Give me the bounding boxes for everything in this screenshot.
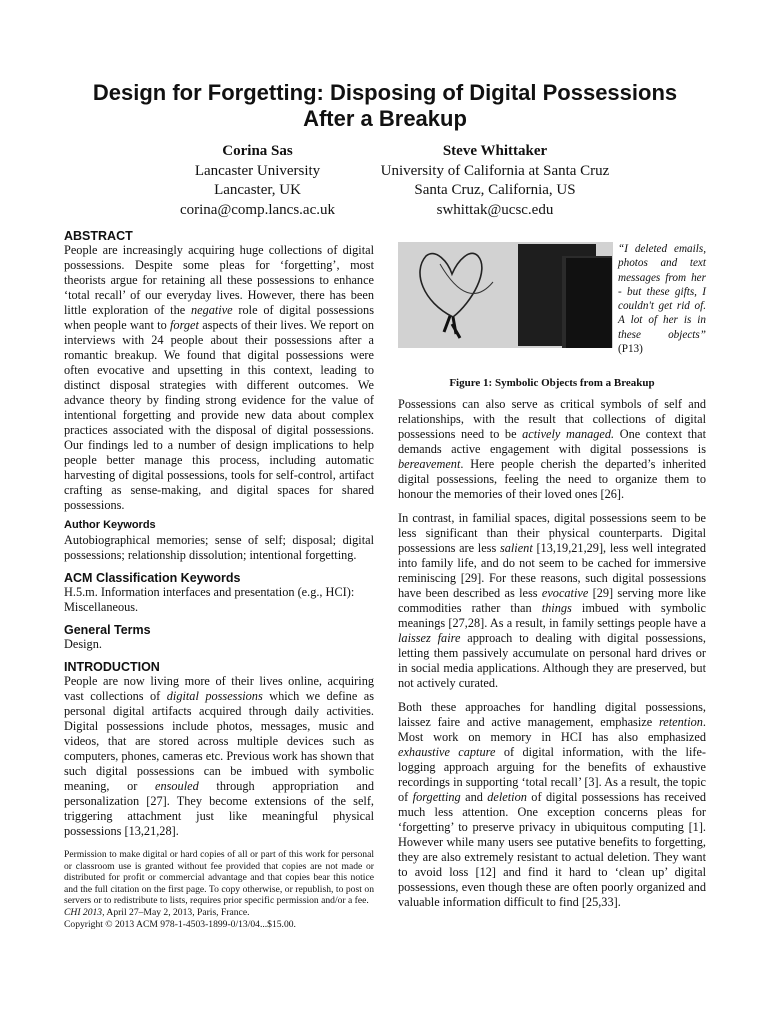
acm-heading: ACM Classification Keywords [64,571,241,585]
permission-notice: Permission to make digital or hard copies of all or part of this work for personal or classroom use is granted without fee provided that copies are not made or distributed for profit or commercial advantage and that copies bear this notice and the full citation on the first page. To copy otherwise, or republish, to post on servers or to redistribute to lists, requires prior specific permission and/or a fee. [64,849,374,907]
author-block-1 [155,142,360,220]
copyright-line: Copyright © 2013 ACM 978-1-4503-1899-0/13/04...$15.00. [64,918,296,930]
acm-text: H.5.m. Information interfaces and presentation (e.g., HCI): Miscellaneous. [64,585,355,614]
introduction-text: People are now living more of their lives online, acquiring vast collections of digital possessions which we define as personal digital artifacts acquired through daily activities. Digital possessions include photos, messages, music and videos, that are stored across multiple devices such as computers, phones, cameras etc. Previous work has shown that such digital possessions can be imbued with symbolic meaning, or ensouled through appropriation and personalization [27]. They become extensions of the self, triggering attachment just like meaningful physical possessions [13,21,28]. [64,674,375,838]
keywords-text: Autobiographical memories; sense of self; disposal; digital possessions; relationship dissolution; intentional forgetting. [64,533,374,562]
title-line-2: After a Breakup [303,106,467,131]
author-name: Steve Whittaker [442,143,548,159]
author-affiliation: Lancaster University [194,162,321,179]
figure-caption: Figure 1: Symbolic Objects from a Breakup [449,377,655,389]
right-column [398,229,706,910]
paragraph-possessions: Possessions can also serve as critical symbols of self and relationships, with the result that collections of digital possessions need to be actively managed. One context that demands active engagement with digital possessions is bereavement. Here people cherish the departed’s inherited digital possessions, feeling the need to organize them to honour the memories of their loved ones [26]. [398,397,707,501]
author-email: corina@comp.lancs.ac.uk [179,201,335,218]
photo-illustration [398,242,613,348]
abstract-text: People are increasingly acquiring huge collections of digital possessions. Despite some pleas for ‘forgetting’, most theorists argue for retaining all these possessions to enhance ‘total recall’ of our everyday lives. However, there has been little exploration of the negative role of digital possessions when people want to forget aspects of their lives. We report on interviews with 24 people about their possessions after a romantic breakup. We found that digital possessions were often evocative and upsetting in this context, leading to distinct disposal strategies with different outcomes. We advance theory by finding strong evidence for the value of intentional forgetting and provide new data about complex practices associated with the disposal of digital possessions. Our findings led to a number of design implications to help people better manage this process, including automatic harvesting of digital possessions, tools for self-control, artifact crafting as sense-making, and digital spaces for shared possessions. [64,243,375,512]
figure-1 [398,242,706,366]
introduction-heading: INTRODUCTION [64,660,160,674]
author-block-2 [365,142,625,220]
symbolic-objects-photo [398,242,613,348]
author-location: Lancaster, UK [214,182,301,198]
general-terms-heading: General Terms [64,623,151,637]
author-name: Corina Sas [222,143,293,159]
paragraph-familial: In contrast, in familial spaces, digital possessions seem to be less significant than their physical counterparts. Digital possessions are less salient [13,19,21,29], less well integrated into family life, and do not seem to be cached for immersive reminiscing [29]. For these reasons, such digital possessions have been described as less evocative [29] serving more like commodities rather than things imbued with symbolic meanings [27,28]. As a result, in family settings people have a laissez faire approach to dealing with digital possessions, letting them passively accumulate on personal hard drives or in social media applications. Although they are preserved, but not actively curated. [398,511,707,690]
author-email: swhittak@ucsc.edu [436,201,554,218]
participant-quote: “I deleted emails, photos and text messages from her - but these gifts, I couldn't get rid of. A lot of her is in these objects” (P13) [618,243,706,356]
keywords-heading: Author Keywords [64,519,156,531]
paper-title [40,80,730,132]
author-location: Santa Cruz, California, US [414,182,576,198]
abstract-heading: ABSTRACT [64,229,133,243]
left-column [64,229,374,930]
author-affiliation: University of California at Santa Cruz [380,162,610,179]
title-line-1: Design for Forgetting: Disposing of Digital Possessions [92,80,678,105]
general-terms-text: Design. [64,637,102,651]
paragraph-approaches: Both these approaches for handling digital possessions, laissez faire and active management, emphasize retention. Most work on memory in HCI has also emphasized exhaustive capture of digital information, with the life-logging approach arguing for the benefits of exhaustive recordings in supporting ‘total recall’ [3]. As a result, the topic of forgetting and deletion of digital possessions has received much less attention. One exception concerns pleas for ‘forgetting’ to preserve privacy in ubiquitous computing [1]. However while many users see putative benefits to forgetting, they are also extremely resistant to actual deletion. They want to avoid loss [12] and find it hard to ‘clean up’ digital possessions, even though these are often poorly organized and valuable information difficult to find [25,33]. [398,700,707,909]
conference-info: CHI 2013, April 27–May 2, 2013, Paris, France. [64,906,250,918]
